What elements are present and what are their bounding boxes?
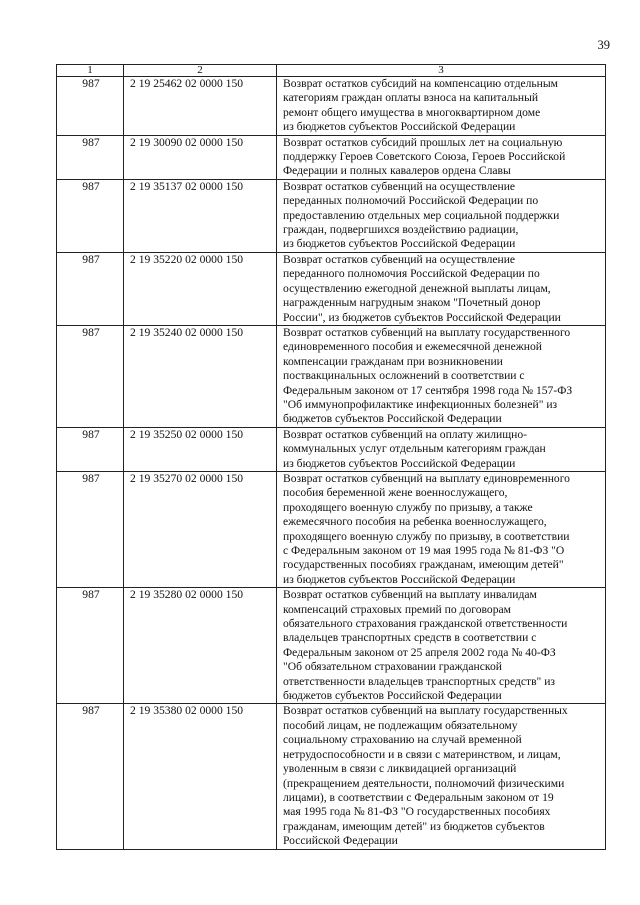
description-line: из бюджетов субъектов Российской Федерации <box>283 456 516 470</box>
table-row <box>57 704 606 849</box>
budget-classification-code-cell: 2 19 35240 02 0000 150 <box>124 325 277 427</box>
budget-classification-code-cell: 2 19 30090 02 0000 150 <box>124 135 277 179</box>
description-line: из бюджетов субъектов Российской Федерации <box>283 120 516 134</box>
description-line: граждан, подвергшихся воздействию радиации, <box>283 223 519 237</box>
description-line: владельцев транспортных средств в соответствии с <box>283 631 537 645</box>
description-line: поствакцинальных осложнений в соответствии с <box>283 369 525 383</box>
description-line: переданного полномочия Российской Федерации по <box>283 267 540 281</box>
description-line: России", из бюджетов субъектов Российской Федерации <box>283 310 561 324</box>
table-header-row <box>57 65 606 77</box>
description-line: категориям граждан оплаты взноса на капитальный <box>283 91 539 105</box>
description-line: Федерации и полных кавалеров ордена Славы <box>283 164 511 178</box>
description-cell <box>277 427 606 471</box>
description-cell <box>277 135 606 179</box>
admin-code-cell: 987 <box>57 179 124 252</box>
description-line: проходящего военную службу по призыву, а также <box>283 500 533 514</box>
budget-classification-code-cell: 2 19 35137 02 0000 150 <box>124 179 277 252</box>
description-line: Возврат остатков субвенций на выплату государственного <box>283 325 571 339</box>
description-cell <box>277 325 606 427</box>
header-column-1: 1 <box>57 65 124 77</box>
admin-code-cell: 987 <box>57 704 124 849</box>
description-line: предоставлению отдельных мер социальной поддержки <box>283 208 560 222</box>
description-line: из бюджетов субъектов Российской Федерации <box>283 237 516 251</box>
description-line: (прекращением деятельности, полномочий физическими <box>283 776 565 790</box>
description-line: с Федеральным законом от 19 мая 1995 года № 81-ФЗ "О <box>283 544 565 557</box>
budget-classification-code-cell: 2 19 35250 02 0000 150 <box>124 427 277 471</box>
admin-code-cell: 987 <box>57 588 124 704</box>
description-line: обязательного страхования гражданской ответственности <box>283 617 568 631</box>
description-line: "Об обязательном страховании гражданской <box>283 660 502 674</box>
table-row <box>57 135 606 179</box>
description-line: Возврат остатков субвенций на осуществление <box>283 252 516 266</box>
description-line: проходящего военную службу по призыву, в соответствии <box>283 529 570 543</box>
description-cell <box>277 588 606 704</box>
budget-classification-code-cell: 2 19 35220 02 0000 150 <box>124 252 277 325</box>
description-line: поддержку Героев Советского Союза, Героев Российской <box>283 150 566 164</box>
description-cell <box>277 77 606 136</box>
table-row <box>57 252 606 325</box>
budget-classification-code-cell: 2 19 35280 02 0000 150 <box>124 588 277 704</box>
admin-code-cell: 987 <box>57 135 124 179</box>
description-line: Возврат остатков субвенций на выплату государственных <box>283 704 568 718</box>
description-line: Возврат остатков субсидий на компенсацию отдельным <box>283 77 559 90</box>
description-line: единовременного пособия и ежемесячной денежной <box>283 340 542 354</box>
page-number: 39 <box>597 38 610 52</box>
description-line: государственных пособиях гражданам, имеющим детей" <box>283 558 564 572</box>
table-row <box>57 588 606 704</box>
description-line: пособия беременной жене военнослужащего, <box>283 486 508 500</box>
description-line: Федеральным законом от 17 сентября 1998 года № 157-ФЗ <box>283 383 573 397</box>
description-line: компенсаций страховых премий по договорам <box>283 602 511 616</box>
budget-codes-table <box>56 64 606 850</box>
description-line: компенсации гражданам при возникновении <box>283 354 503 368</box>
header-column-2: 2 <box>124 65 277 77</box>
description-line: "Об иммунопрофилактике инфекционных болезней" из <box>283 397 558 411</box>
description-line: ежемесячного пособия на ребенка военнослужащего, <box>283 515 547 529</box>
table-row <box>57 77 606 136</box>
description-line: коммунальных услуг отдельным категориям граждан <box>283 442 546 456</box>
admin-code-cell: 987 <box>57 325 124 427</box>
admin-code-cell: 987 <box>57 471 124 587</box>
description-line: социальному страхованию на случай временной <box>283 733 522 747</box>
description-line: мая 1995 года № 81-ФЗ "О государственных пособиях <box>283 805 551 819</box>
description-line: Возврат остатков субвенций на оплату жилищно- <box>283 427 528 441</box>
description-line: гражданам, имеющим детей" из бюджетов субъектов <box>283 819 545 833</box>
budget-classification-code-cell: 2 19 35270 02 0000 150 <box>124 471 277 587</box>
description-cell <box>277 252 606 325</box>
budget-classification-code-cell: 2 19 35380 02 0000 150 <box>124 704 277 849</box>
table-row <box>57 325 606 427</box>
description-line: ремонт общего имущества в многоквартирном доме <box>283 105 541 119</box>
description-line: Возврат остатков субсидий прошлых лет на социальную <box>283 135 563 149</box>
table-row <box>57 179 606 252</box>
description-line: Возврат остатков субвенций на выплату инвалидам <box>283 588 537 602</box>
admin-code-cell: 987 <box>57 427 124 471</box>
description-line: пособий лицам, не подлежащим обязательному <box>283 718 518 732</box>
table-row <box>57 471 606 587</box>
description-line: награжденным нагрудным знаком "Почетный донор <box>283 296 541 310</box>
description-line: нетрудоспособности и в связи с материнством, и лицам, <box>283 747 561 761</box>
description-line: из бюджетов субъектов Российской Федерации <box>283 572 516 586</box>
description-line: Российской Федерации <box>283 834 398 848</box>
description-cell <box>277 179 606 252</box>
description-line: ответственности владельцев транспортных средств" из <box>283 674 555 688</box>
admin-code-cell: 987 <box>57 77 124 136</box>
header-column-3: 3 <box>277 65 606 77</box>
description-line: Федеральным законом от 25 апреля 2002 года № 40-ФЗ <box>283 645 556 659</box>
table-row <box>57 427 606 471</box>
description-line: Возврат остатков субвенций на осуществление <box>283 179 516 193</box>
description-line: бюджетов субъектов Российской Федерации <box>283 412 502 426</box>
admin-code-cell: 987 <box>57 252 124 325</box>
description-line: Возврат остатков субвенций на выплату единовременного <box>283 471 570 485</box>
description-cell <box>277 704 606 849</box>
description-line: уволенным в связи с ликвидацией организаций <box>283 762 517 776</box>
budget-classification-code-cell: 2 19 25462 02 0000 150 <box>124 77 277 136</box>
description-line: бюджетов субъектов Российской Федерации <box>283 689 502 703</box>
description-line: переданных полномочий Российской Федерации по <box>283 194 539 208</box>
description-line: осуществлению ежегодной денежной выплаты лицам, <box>283 281 551 295</box>
description-cell <box>277 471 606 587</box>
description-line: лицами), в соответствии с Федеральным законом от 19 <box>283 790 554 804</box>
